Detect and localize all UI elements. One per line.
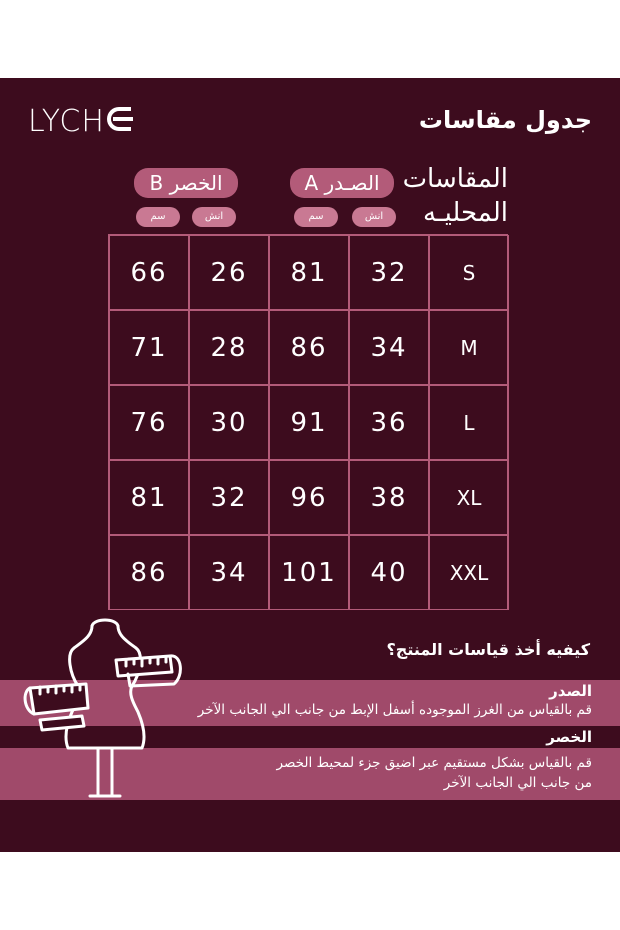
chest-in-value: 38	[370, 482, 408, 513]
chest-inch-pill: انش	[352, 207, 396, 227]
chest-cm-value: 86	[290, 332, 328, 363]
table-cell	[269, 460, 349, 535]
table-cell	[109, 535, 189, 610]
waist-header-pill: الخصر B	[134, 168, 238, 198]
chest-instructions-text: قم بالقياس من الغرز الموجوده أسفل الإبط من جانب الي الجانب الآخر	[197, 702, 592, 718]
table-cell	[349, 235, 429, 310]
table-cell	[189, 310, 269, 385]
table-cell	[109, 385, 189, 460]
table-cell	[429, 535, 509, 610]
table-cell	[429, 385, 509, 460]
chest-cm-value: 96	[290, 482, 328, 513]
waist-cm-value: 66	[130, 257, 168, 288]
logo-text: LYCH	[28, 103, 105, 139]
mannequin-tape-icon	[20, 614, 190, 804]
table-cell	[269, 235, 349, 310]
logo-e-glyph	[107, 107, 133, 135]
waist-cm-value: 86	[130, 557, 168, 588]
chest-cm-value: 101	[281, 557, 337, 588]
table-cell	[269, 385, 349, 460]
table-cell	[429, 460, 509, 535]
table-cell	[189, 385, 269, 460]
waist-cm-value: 81	[130, 482, 168, 513]
waist-cm-value: 76	[130, 407, 168, 438]
chest-in-value: 36	[370, 407, 408, 438]
table-cell	[189, 235, 269, 310]
table-cell	[189, 460, 269, 535]
howto-title: كيفيه أخذ قياسات المنتج؟	[386, 640, 590, 659]
chest-cm-pill: سم	[294, 207, 338, 227]
table-cell	[349, 535, 429, 610]
size-label: XL	[456, 485, 482, 510]
waist-cm-value: 71	[130, 332, 168, 363]
waist-in-value: 30	[210, 407, 248, 438]
waist-in-value: 26	[210, 257, 248, 288]
local-sizes-label: المقاسات المحليـه	[402, 164, 508, 228]
table-cell	[109, 310, 189, 385]
table-cell	[349, 385, 429, 460]
table-cell	[109, 235, 189, 310]
table-cell	[269, 310, 349, 385]
brand-logo	[28, 104, 133, 138]
size-label: XXL	[449, 560, 489, 585]
table-cell	[349, 460, 429, 535]
waist-instructions-line2: من جانب الي الجانب الآخر	[443, 775, 592, 791]
chest-cm-value: 81	[290, 257, 328, 288]
chest-in-value: 40	[370, 557, 408, 588]
table-cell	[429, 310, 509, 385]
table-cell	[109, 460, 189, 535]
size-label: M	[460, 335, 478, 360]
chest-cm-value: 91	[290, 407, 328, 438]
waist-in-value: 28	[210, 332, 248, 363]
waist-instructions-line1: قم بالقياس بشكل مستقيم عبر اضيق جزء لمحيط الخصر	[276, 755, 592, 771]
chest-header-pill: الصـدر A	[290, 168, 394, 198]
size-label: S	[462, 260, 476, 285]
waist-in-value: 32	[210, 482, 248, 513]
size-label: L	[463, 410, 475, 435]
table-cell	[189, 535, 269, 610]
waist-cm-pill: سم	[136, 207, 180, 227]
page-title: جدول مقاسات	[418, 106, 592, 134]
table-cell	[269, 535, 349, 610]
chest-in-value: 34	[370, 332, 408, 363]
waist-inch-pill: انش	[192, 207, 236, 227]
size-table	[108, 234, 508, 610]
table-cell	[349, 310, 429, 385]
waist-instructions-title: الخصر	[546, 728, 592, 746]
waist-in-value: 34	[210, 557, 248, 588]
chest-instructions-title: الصدر	[549, 682, 592, 700]
table-cell	[429, 235, 509, 310]
chest-in-value: 32	[370, 257, 408, 288]
